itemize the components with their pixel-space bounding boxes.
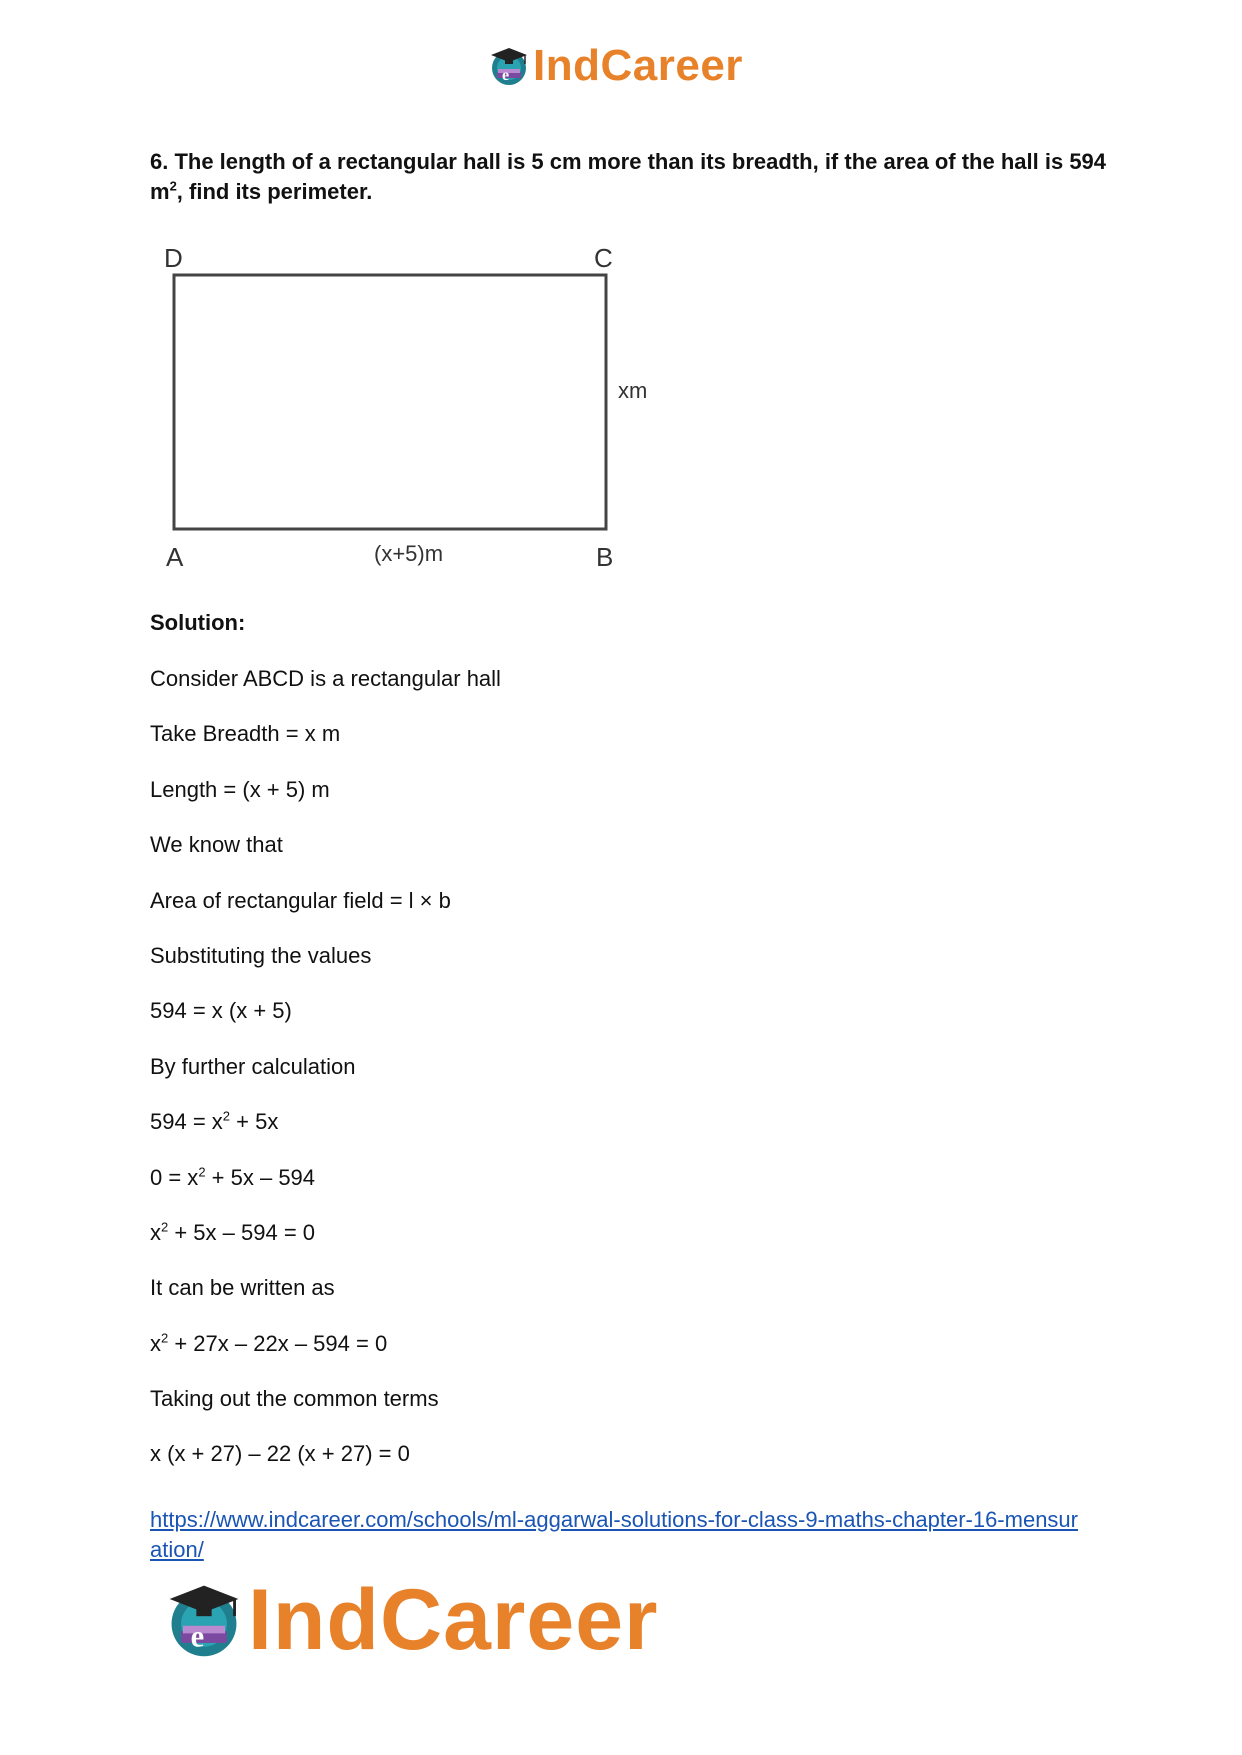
solution-step bbox=[150, 1329, 1110, 1384]
vertex-a-label: A bbox=[166, 542, 184, 572]
question-text-end: , find its perimeter. bbox=[176, 179, 373, 204]
step-text: 594 = x bbox=[150, 1109, 223, 1135]
step-text: x (x + 27) – 22 (x + 27) = 0 bbox=[150, 1441, 410, 1467]
vertex-b-label: B bbox=[596, 542, 614, 572]
step-superscript: 2 bbox=[198, 1164, 206, 1180]
step-text: 0 = x bbox=[150, 1164, 199, 1190]
side-label-right: xm bbox=[618, 378, 648, 403]
question-text-main: 6. The length of a rectangular hall is 5 cm more than its breadth, if the area of the hall is 594 m bbox=[150, 149, 1107, 204]
solution-step bbox=[150, 719, 1110, 774]
step-text: It can be written as bbox=[150, 1275, 335, 1301]
step-text: x bbox=[150, 1219, 161, 1245]
solution-heading: Solution: bbox=[150, 610, 246, 635]
step-text-end: + 27x – 22x – 594 = 0 bbox=[168, 1330, 388, 1356]
solution-step bbox=[150, 830, 1110, 885]
vertex-d-label: D bbox=[164, 243, 183, 273]
svg-text:e: e bbox=[190, 1619, 205, 1654]
solution-step bbox=[150, 1384, 1110, 1439]
question-text bbox=[150, 147, 1110, 207]
solution-step bbox=[150, 1163, 1110, 1218]
solution-step bbox=[150, 1218, 1110, 1273]
question-superscript: 2 bbox=[169, 178, 177, 194]
step-text-end: + 5x bbox=[230, 1109, 279, 1135]
step-text-end: + 5x – 594 bbox=[205, 1164, 316, 1190]
solution-step bbox=[150, 664, 1110, 719]
rectangle-diagram bbox=[150, 235, 680, 580]
step-text: Substituting the values bbox=[150, 942, 372, 968]
source-link[interactable]: https://www.indcareer.com/schools/ml-aggarwal-solutions-for-class-9-maths-chapter-16-mensuration/ bbox=[150, 1507, 1078, 1562]
solution-step bbox=[150, 1052, 1110, 1107]
solution-step bbox=[150, 941, 1110, 996]
footer-logo bbox=[162, 1572, 659, 1668]
rectangle-abcd bbox=[174, 275, 606, 529]
solution-step bbox=[150, 775, 1110, 830]
solution-step bbox=[150, 1273, 1110, 1328]
header-logo bbox=[487, 40, 743, 92]
step-text: Taking out the common terms bbox=[150, 1386, 439, 1412]
step-text: Take Breadth = x m bbox=[150, 721, 341, 747]
step-superscript: 2 bbox=[161, 1330, 169, 1346]
graduation-cap-book-icon bbox=[487, 44, 531, 88]
step-text: We know that bbox=[150, 832, 283, 858]
step-superscript: 2 bbox=[161, 1219, 169, 1235]
footer-logo-text: IndCareer bbox=[248, 1572, 659, 1668]
solution-step bbox=[150, 1439, 1110, 1494]
svg-text:e: e bbox=[502, 67, 510, 84]
header-logo-text: IndCareer bbox=[533, 41, 743, 90]
step-text-end: + 5x – 594 = 0 bbox=[168, 1219, 316, 1245]
step-text: 594 = x (x + 5) bbox=[150, 998, 292, 1024]
step-text: Consider ABCD is a rectangular hall bbox=[150, 666, 501, 691]
side-label-bottom: (x+5)m bbox=[374, 541, 444, 566]
graduation-cap-book-icon bbox=[162, 1578, 246, 1662]
solution-step bbox=[150, 1107, 1110, 1162]
solution-steps bbox=[150, 664, 1110, 1495]
step-text: By further calculation bbox=[150, 1053, 356, 1079]
step-superscript: 2 bbox=[222, 1108, 231, 1124]
vertex-c-label: C bbox=[594, 243, 613, 273]
step-text: Area of rectangular field = l × b bbox=[150, 887, 451, 913]
solution-step bbox=[150, 886, 1110, 941]
step-text: Length = (x + 5) m bbox=[150, 776, 330, 802]
solution-step bbox=[150, 996, 1110, 1051]
step-text: x bbox=[150, 1330, 161, 1356]
